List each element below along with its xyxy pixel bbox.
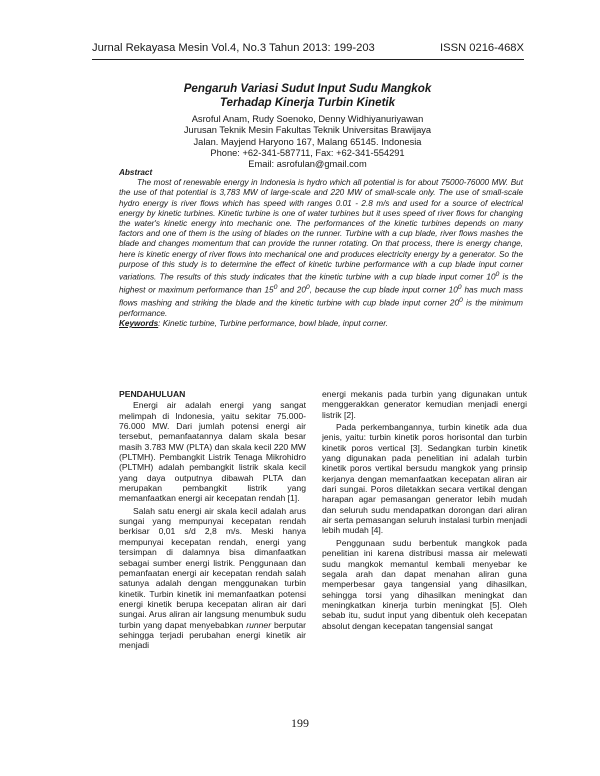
degree-superscript: 0	[495, 271, 500, 279]
abstract-text	[119, 178, 523, 319]
degree-superscript: 0	[273, 283, 278, 291]
paragraph	[119, 506, 306, 651]
section-heading: PENDAHULUAN	[119, 389, 186, 399]
keywords-label: Keywords	[119, 319, 159, 329]
paragraph: Pada perkembangannya, turbin kinetik ada dua jenis, yaitu: turbin kinetik poros horisontal dan turbin kinetik poros vertical [3]. Sedangkan turbin kinetik yang digunakan pada penelitian ini adalah turbin kinetik poros vertikal bersudu mangkok yang prinsip kerjanya dengan memanfaatkan kecepatan aliran air dari sungai. Poros diletakkan secara vertikal dengan harapan agar pemasangan generator lebih mudah dan seluruh sudu mendapatkan dorongan dari aliran air serta pemasangan seluruh instalasi turbin menjadi lebih mudah [4].	[322, 422, 527, 536]
abstract-text-part: has much mass flows mashing and striking the blade and the kinetic turbine with cup blade input corner 20	[119, 285, 524, 308]
paper-title	[110, 82, 505, 109]
keywords-list: : Kinetic turbine, Turbine performance, bowl blade, input corner.	[158, 319, 388, 329]
paragraph: Energi air adalah energi yang sangat melimpah di Indonesia, yaitu sekitar 75.000-76.000 MW. Dari jumlah potensi energi air tersebut, pemanfaatannya dalam skala besar masih 3.783 MW (PLTA) dan skala kecil 220 MW (PLTMH). Pembangkit Listrik Tenaga Mikrohidro (PLTMH) adalah pembangkit listrik skala kecil yang daya outputnya dibawah PLTA dan merupakan pembangkit listrik yang memanfaatkan energi air kecepatan rendah [1].	[119, 400, 306, 504]
affiliation: Jurusan Teknik Mesin Fakultas Teknik Universitas Brawijaya	[183, 125, 432, 136]
degree-superscript: 0	[459, 296, 463, 304]
paragraph-text: Salah satu energi air skala kecil adalah arus sungai yang mempunyai kecepatan rendah berkisar 0,01 s/d 2,8 m/s. Meski hanya mempunyai kecepatan rendah, energi yang tersimpan di dalamnya bisa dimanfaatkan sebagai sumber energi listrik. Penggunaan dan pemanfaatan energi air kecepatan rendah salah satunya adalah dengan menggunakan turbin kinetik. Turbin kinetik ini memanfaatkan potensi energi kinetik berupa kecepatan aliran air dari sungai. Arus aliran air langsung menumbuk sudu turbin yang dapat menyebabkan	[119, 505, 306, 630]
abstract-text-part: The most of renewable energy in Indonesia is hydro which all potential is for about 75000-76000 MW. But the use of that potential is 3,783 MW of large-scale and 220 MW of small-scale only. The use of small-scale hydro energy is river flows which has speed with ranges 0.01 - 2.8 m/s and used for a source of electrical energy by kinetic turbines. Kinetic turbine is one of water turbines but it uses speed of river flows for changing the water's kinetic energy into mechanic one. The performances of the kinetic turbines depends on many factors and one of them is the using of blades on the runner. Turbine with a cup blade, river flows mashes the blade and changes momentum that can provide the runner rotating. On that process, there is energy change, here is kinetic energy of river flows into mechanical one and produces electricity energy by a generator. So the purpose of this study is to determine the effect of kinetic turbine performance with a cup blade input corner variations. The results of this study indicates that the kinetic turbine with a cup blade input corner 10	[119, 178, 523, 282]
degree-superscript: 0	[457, 283, 462, 291]
paragraph-text: berputar sehingga terjadi perubahan energi kinetik air menjadi	[119, 619, 306, 651]
title-line-1: Pengaruh Variasi Sudut Input Sudu Mangkok	[183, 82, 432, 95]
page-number: 199	[291, 716, 309, 730]
email: Email: asrofulan@gmail.com	[248, 159, 367, 170]
author-block	[110, 114, 505, 170]
journal-citation: Jurnal Rekayasa Mesin Vol.4, No.3 Tahun 2013: 199-203	[92, 42, 375, 54]
left-column	[119, 389, 306, 653]
degree-superscript: 0	[305, 283, 310, 291]
phone-fax: Phone: +62-341-587711, Fax: +62-341-554291	[210, 147, 405, 158]
keywords	[119, 319, 523, 329]
abstract-text-part: , because the cup blade input corner 10	[309, 285, 458, 295]
abstract-text-part: is the highest or maximum performance than 15	[119, 272, 523, 295]
italic-term: runner	[246, 619, 272, 630]
abstract-heading: Abstract	[119, 168, 153, 177]
issn: ISSN 0216-468X	[440, 42, 524, 54]
paragraph: Penggunaan sudu berbentuk mangkok pada penelitian ini karena distribusi massa air melewati sudu mangkok memantul kembali menyebar ke segala arah dan dapat menahan aliran guna memperbesar gaya tangensial yang dihasilkan, sehingga torsi yang dihasilkan meningkat dan meningkatkan kinerja turbin meningkat [5]. Oleh sebab itu, sudut input yang dibentuk oleh kecepatan absolut dengan kecepatan tangensial sangat	[322, 537, 527, 631]
header-rule	[92, 59, 524, 60]
abstract	[119, 168, 523, 329]
running-header	[92, 40, 524, 56]
address: Jalan. Mayjend Haryono 167, Malang 65145. Indonesia	[193, 136, 422, 147]
title-line-2: Terhadap Kinerja Turbin Kinetik	[219, 95, 396, 109]
right-column	[322, 389, 527, 633]
paragraph-continued: energi mekanis pada turbin yang digunakan untuk menggerakkan generator kemudian menjadi energi listrik [2].	[322, 389, 527, 420]
author-names: Asroful Anam, Rudy Soenoko, Denny Widhiyanuriyawan	[191, 114, 424, 124]
abstract-text-part: and 20	[277, 285, 306, 295]
abstract-text-part: is the minimum performance.	[119, 298, 523, 318]
